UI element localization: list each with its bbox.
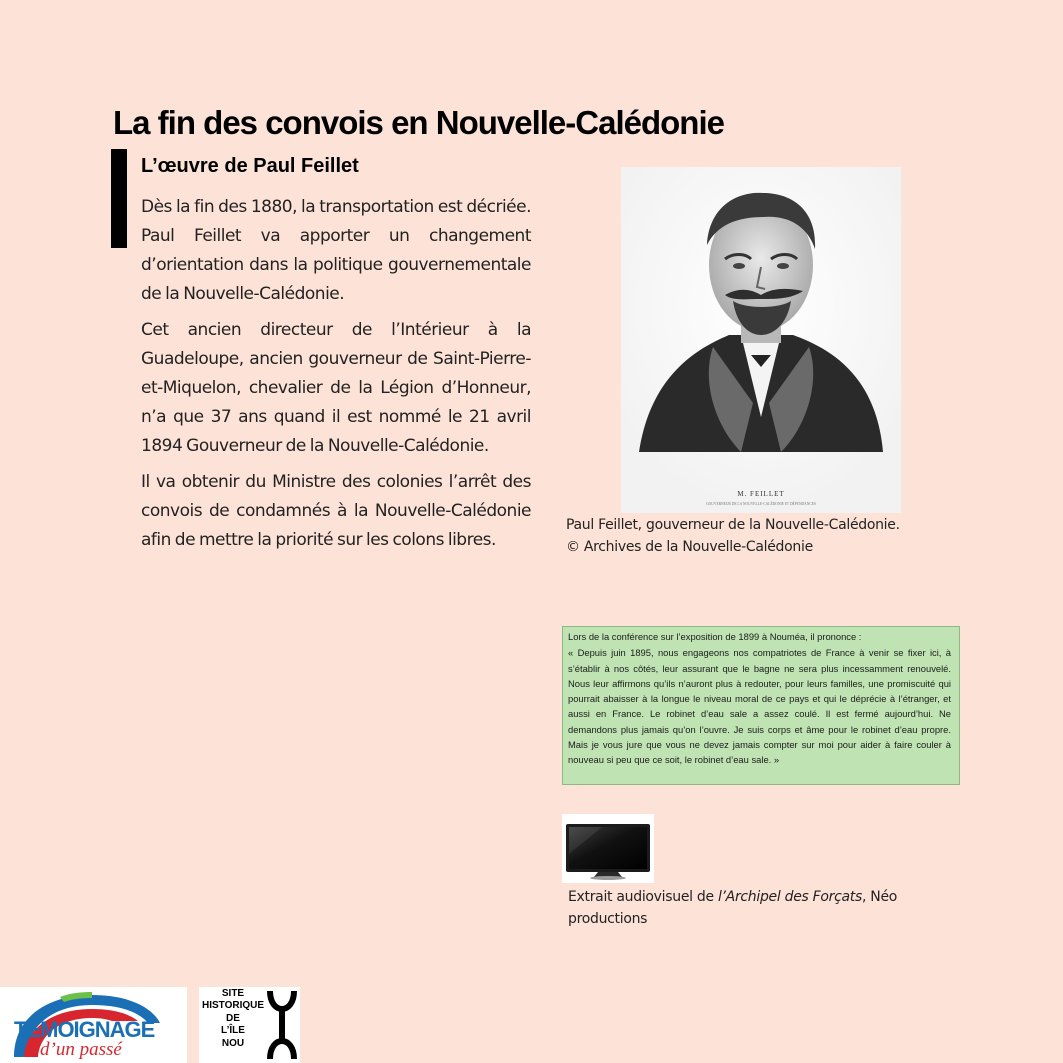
site-historique-logo xyxy=(199,987,300,1063)
site-logo-line-2: HISTORIQUE xyxy=(202,1000,265,1012)
quote-intro: Lors de la conférence sur l’exposition de 1899 à Nouméa, il prononce : xyxy=(568,631,862,642)
portrait-plate-label: M. FEILLET xyxy=(737,490,785,498)
body-paragraph-1: Dès la fin des 1880, la transportation est décriée. Paul Feillet va apporter un changement d’orientation dans la politique gouvernementale de la Nouvelle-Calédonie. xyxy=(141,197,531,304)
site-logo-text xyxy=(202,988,264,1050)
portrait-caption-line1: Paul Feillet, gouverneur de la Nouvelle-Calédonie. xyxy=(566,517,900,533)
article-body xyxy=(141,193,531,562)
quote-box xyxy=(562,626,960,785)
portrait-engraving xyxy=(621,167,901,513)
video-caption xyxy=(568,886,948,930)
video-caption-prefix: Extrait audiovisuel de xyxy=(568,889,718,905)
temoignage-subtitle: d’un passé xyxy=(40,1039,122,1060)
tv-icon xyxy=(562,814,654,883)
site-logo-line-1: SITE xyxy=(221,988,245,999)
body-paragraph-3: Il va obtenir du Ministre des colonies l’arrêt des convois de condamnés à la Nouvelle-Calédonie afin de mettre la priorité sur les colons libres. xyxy=(141,472,531,550)
video-thumbnail[interactable] xyxy=(562,814,654,883)
body-paragraph-2: Cet ancien directeur de l’Intérieur à la Guadeloupe, ancien gouverneur de Saint-Pierre-et-Miquelon, chevalier de la Légion d’Honneur, n’a que 37 ans quand il est nommé le 21 avril 1894 Gouverneur de la Nouvelle-Calédonie. xyxy=(141,320,531,456)
video-caption-title[interactable]: l’Archipel des Forçats xyxy=(717,889,862,905)
portrait-caption-line2: © Archives de la Nouvelle-Calédonie xyxy=(566,539,813,555)
temoignage-word: TÉMOIGNAGE xyxy=(14,1017,155,1042)
portrait-illustration xyxy=(621,167,901,513)
site-logo-line-4: L’ÎLE xyxy=(221,1025,245,1037)
section-subtitle: L’œuvre de Paul Feillet xyxy=(141,155,359,177)
section-accent-bar xyxy=(111,149,127,248)
page-title: La fin des convois en Nouvelle-Calédonie xyxy=(113,104,724,141)
portrait-caption xyxy=(566,514,966,558)
video-caption-suffix: , Néo productions xyxy=(568,889,898,927)
portrait-plate-small: GOUVERNEUR DE LA NOUVELLE-CALÉDONIE ET DÉPENDANCES xyxy=(706,502,816,506)
temoignage-logo xyxy=(0,987,187,1063)
site-logo-line-3: DE xyxy=(226,1012,240,1024)
site-logo-line-5: NOU xyxy=(221,1037,245,1049)
quote-text: « Depuis juin 1895, nous engageons nos compatriotes de France à venir se fixer ici, à s’établir à nos côtés, leur assurant que le bagne ne sera plus incessamment renouvelé. Nous leur affirmons qu’ils n’auront plus à redouter, pour leurs familles, une promiscuité qui pourrait abaisser à la longue le niveau moral de ce pays et qui le déprécie à l’étranger, et aussi en France. Le robinet d’eau sale a assez coulé. Il est fermé aujourd’hui. Ne demandons plus jamais qu’on l’ouvre. Je suis corps et âme pour le robinet d’eau propre. Mais je vous jure que vous ne devez jamais compter sur moi pour aider à faire couler à nouveau si peu que ce soit, le robinet d’eau sale. » xyxy=(568,647,951,766)
chain-icon xyxy=(266,989,298,1061)
